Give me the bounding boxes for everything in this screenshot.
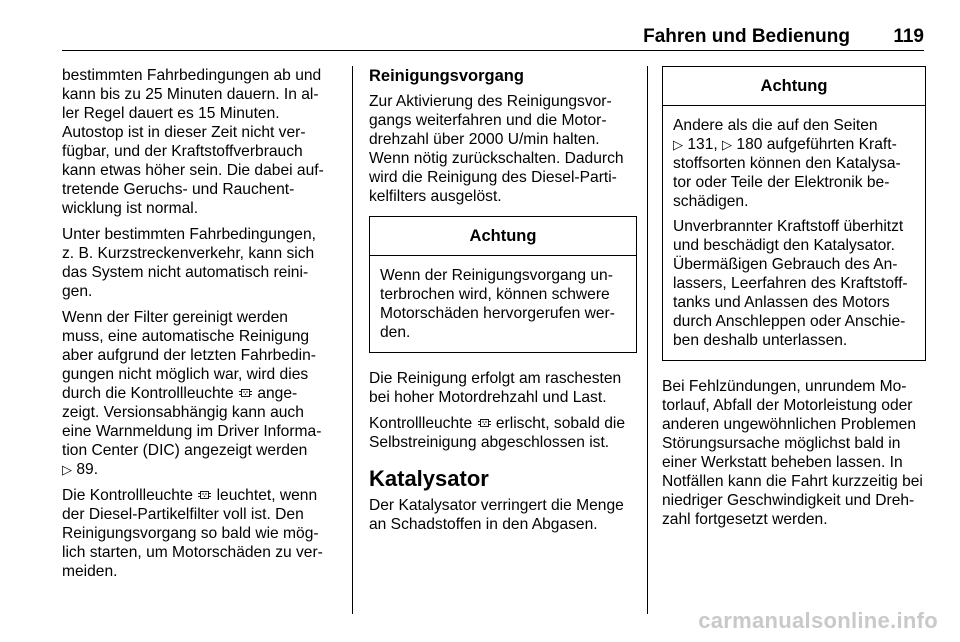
text-line: Selbstreinigung abgeschlossen ist. (369, 434, 610, 451)
text-line: z. B. Kurzstreckenverkehr, kann sich (62, 245, 315, 262)
text-line: muss, eine automatische Reinigung (62, 328, 310, 345)
text-line: kann bis zu 25 Minuten dauern. In al- (62, 86, 319, 103)
text-column-3 (662, 66, 926, 536)
text-line: drehzahl über 2000 U/min halten. (369, 131, 600, 148)
text-line: tion Center (DIC) angezeigt werden (62, 442, 308, 459)
text-fragment: Die Kontrollleuchte (62, 487, 193, 504)
diesel-particulate-filter-icon (198, 489, 211, 501)
text-line: Wenn der Filter gereinigt werden (62, 309, 288, 326)
text-line: Reinigungsvorgang so bald wie mög- (62, 525, 319, 542)
paragraph (662, 377, 926, 529)
paragraph (369, 414, 637, 452)
paragraph (369, 369, 637, 407)
paragraph (380, 266, 626, 342)
text-line (62, 487, 317, 504)
notice-body (370, 256, 636, 352)
text-line: kelfilters ausgelöst. (369, 188, 502, 205)
notice-heading: Achtung (370, 217, 636, 256)
text-line: das System nicht automatisch reini- (62, 264, 309, 281)
text-fragment: ange- (257, 385, 298, 402)
notice-body (663, 106, 925, 360)
text-line: ler Regel dauert es 15 Minuten. (62, 105, 280, 122)
text-line: Wenn der Reinigungsvorgang un- (380, 267, 613, 284)
text-line: Motorschäden hervorgerufen wer- (380, 305, 615, 322)
page-reference-link[interactable]: 180 aufgeführten Kraft- (736, 136, 897, 153)
paragraph (62, 66, 342, 218)
text-line: Zur Aktivierung des Reinigungsvor- (369, 93, 612, 110)
text-line: gen. (62, 283, 93, 300)
text-line: Der Katalysator verringert die Menge (369, 497, 624, 514)
text-line: Wenn nötig zurückschalten. Dadurch (369, 150, 624, 167)
paragraph (62, 308, 342, 479)
text-line: zeigt. Versionsabhängig kann auch (62, 404, 304, 421)
column-divider (352, 66, 353, 614)
text-line: tanks und Anlassen des Motors (673, 294, 890, 311)
text-line: Übermäßigen Gebrauch des An- (673, 256, 898, 273)
diesel-particulate-filter-icon (239, 387, 252, 399)
text-line: den. (380, 324, 411, 341)
text-line: kann etwas höher sein. Die dabei auf- (62, 162, 324, 179)
text-line: torlauf, Abfall der Motorleistung oder (662, 397, 913, 414)
page-title: Fahren und Bedienung (643, 26, 850, 47)
text-line (62, 461, 98, 478)
text-line (62, 385, 297, 402)
text-line: Notfällen kann die Fahrt kurzzeitig bei (662, 473, 923, 490)
text-line: Autostop ist in dieser Zeit nicht ver- (62, 124, 306, 141)
page-reference-triangle-icon: ▷ (62, 462, 72, 477)
paragraph (673, 116, 915, 211)
text-line: zahl fortgesetzt werden. (662, 511, 828, 528)
page-reference-triangle-icon: ▷ (722, 137, 733, 152)
text-line: terbrochen wird, können schwere (380, 286, 610, 303)
text-line: Andere als die auf den Seiten (673, 117, 878, 134)
text-line: Unverbrannter Kraftstoff überhitzt (673, 218, 904, 235)
text-line: stoffsorten können den Katalysa- (673, 155, 901, 172)
text-line: fügbar, und der Kraftstoffverbrauch (62, 143, 303, 160)
text-line (369, 415, 625, 432)
text-fragment: erlischt, sobald die (495, 415, 626, 432)
text-line: bestimmten Fahrbedingungen ab und (62, 67, 322, 84)
paragraph (369, 496, 637, 534)
text-line: der Diesel-Partikelfilter voll ist. Den (62, 506, 304, 523)
text-line: wird die Reinigung des Diesel-Parti- (369, 169, 617, 186)
caution-notice (662, 66, 926, 361)
notice-heading: Achtung (663, 67, 925, 106)
text-line: an Schadstoffen in den Abgasen. (369, 516, 598, 533)
text-line: wicklung ist normal. (62, 200, 199, 217)
paragraph (62, 225, 342, 301)
text-line: eine Warnmeldung im Driver Informa- (62, 423, 322, 440)
text-column-2 (369, 66, 637, 541)
paragraph (673, 217, 915, 350)
caution-notice (369, 216, 637, 353)
diesel-particulate-filter-icon (478, 417, 491, 429)
text-line: gungen nicht möglich war, wird dies (62, 366, 309, 383)
text-line: anderen ungewöhnlichen Problemen (662, 416, 917, 433)
text-line (673, 136, 897, 153)
text-line: Unter bestimmten Fahrbedingungen, (62, 226, 316, 243)
text-line: gangs weiterfahren und die Motor- (369, 112, 607, 129)
text-line: Störungsursache möglichst bald in (662, 435, 901, 452)
text-line: schädigen. (673, 193, 749, 210)
text-line: aber aufgrund der letzten Fahrbedin- (62, 347, 316, 364)
paragraph (369, 92, 637, 206)
text-fragment: Kontrollleuchte (369, 415, 473, 432)
text-line: lassers, Leerfahren des Kraftstoff- (673, 275, 908, 292)
text-line: niedriger Geschwindigkeit und Dreh- (662, 492, 915, 509)
text-line: Bei Fehlzündungen, unrundem Mo- (662, 378, 907, 395)
text-line: und beschädigt den Katalysator. (673, 237, 895, 254)
section-heading: Katalysator (369, 466, 489, 491)
text-line: meiden. (62, 563, 118, 580)
page-reference-link[interactable]: 131, (687, 136, 718, 153)
column-divider (647, 66, 648, 614)
text-line: lich starten, um Motorschäden zu ver- (62, 544, 323, 561)
page-reference-link[interactable]: 89. (76, 461, 99, 478)
text-line: ben deshalb unterlassen. (673, 332, 848, 349)
text-line: Die Reinigung erfolgt am raschesten (369, 370, 622, 387)
watermark: carmanualsonline.info (698, 608, 938, 633)
page-reference-triangle-icon: ▷ (673, 137, 683, 152)
text-line: tor oder Teile der Elektronik be- (673, 174, 890, 191)
paragraph (62, 486, 342, 581)
text-line: durch Anschleppen oder Anschie- (673, 313, 906, 330)
text-line: tretende Geruchs- und Rauchent- (62, 181, 295, 198)
text-fragment: leuchtet, wenn (216, 487, 318, 504)
page-header (62, 24, 924, 51)
text-fragment: durch die Kontrollleuchte (62, 385, 234, 402)
page-number: 119 (893, 26, 924, 47)
text-line: einer Werkstatt beheben lassen. In (662, 454, 903, 471)
subsection-heading: Reinigungsvorgang (369, 67, 524, 85)
text-line: bei hoher Motordrehzahl und Last. (369, 389, 607, 406)
text-column-1 (62, 66, 342, 588)
